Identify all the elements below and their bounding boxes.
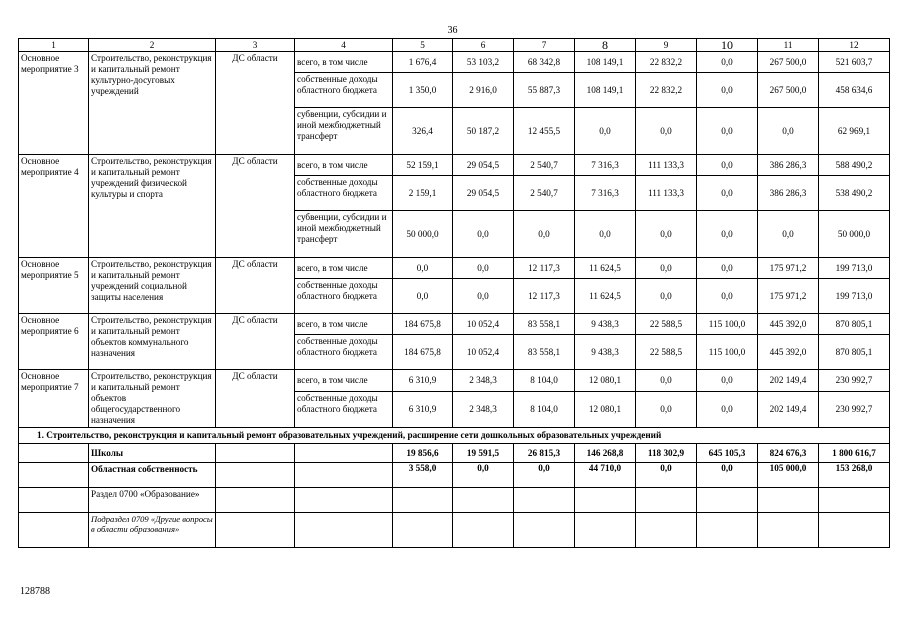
value-cell: 0,0 — [393, 258, 453, 279]
value-cell: 0,0 — [697, 73, 758, 108]
empty-cell — [636, 488, 697, 513]
value-cell: 824 676,3 — [758, 444, 819, 463]
event-description: Строительство, реконструкция и капитальный ремонт учреждений физической культуры и спорта — [89, 155, 216, 258]
empty-cell — [636, 513, 697, 548]
value-cell: 50 000,0 — [819, 211, 890, 258]
value-cell: 202 149,4 — [758, 391, 819, 427]
value-cell: 0,0 — [697, 463, 758, 488]
value-cell: 326,4 — [393, 108, 453, 155]
value-cell: 22 588,5 — [636, 335, 697, 370]
value-cell: 44 710,0 — [575, 463, 636, 488]
value-cell: 0,0 — [636, 258, 697, 279]
regional-row — [19, 463, 890, 488]
empty-cell — [19, 444, 89, 463]
value-cell: 9 438,3 — [575, 335, 636, 370]
value-cell: 199 713,0 — [819, 258, 890, 279]
empty-cell — [295, 463, 393, 488]
value-cell: 50 187,2 — [453, 108, 514, 155]
value-cell: 115 100,0 — [697, 335, 758, 370]
value-cell: 230 992,7 — [819, 391, 890, 427]
empty-cell — [514, 513, 575, 548]
value-cell: 538 490,2 — [819, 176, 890, 211]
value-cell: 12 117,3 — [514, 279, 575, 314]
event-name: Основное мероприятие 7 — [19, 370, 89, 428]
value-cell: 0,0 — [393, 279, 453, 314]
value-cell: 1 350,0 — [393, 73, 453, 108]
funding-source-label: собственные доходы областного бюджета — [295, 279, 393, 314]
value-cell: 0,0 — [697, 108, 758, 155]
table-row — [19, 155, 890, 176]
empty-cell — [514, 488, 575, 513]
value-cell: 0,0 — [758, 211, 819, 258]
empty-cell — [19, 488, 89, 513]
value-cell: 12 455,5 — [514, 108, 575, 155]
funding-source-label: всего, в том числе — [295, 370, 393, 392]
event-executor: ДС области — [216, 314, 295, 370]
value-cell: 267 500,0 — [758, 73, 819, 108]
empty-cell — [216, 444, 295, 463]
event-name: Основное мероприятие 3 — [19, 52, 89, 155]
funding-source-label: всего, в том числе — [295, 52, 393, 73]
podrazdel-row — [19, 513, 890, 548]
value-cell: 0,0 — [697, 211, 758, 258]
section-title: 1. Строительство, реконструкция и капитальный ремонт образовательных учреждений, расширение сети дошкольных образовательных учреждений — [19, 428, 890, 444]
value-cell: 118 302,9 — [636, 444, 697, 463]
column-header-3: 3 — [216, 39, 295, 52]
value-cell: 0,0 — [636, 108, 697, 155]
empty-cell — [697, 488, 758, 513]
value-cell: 10 052,4 — [453, 314, 514, 335]
value-cell: 184 675,8 — [393, 335, 453, 370]
value-cell: 29 054,5 — [453, 155, 514, 176]
event-executor: ДС области — [216, 155, 295, 258]
funding-source-label: собственные доходы областного бюджета — [295, 73, 393, 108]
column-header-2: 2 — [89, 39, 216, 52]
value-cell: 0,0 — [636, 391, 697, 427]
value-cell: 386 286,3 — [758, 155, 819, 176]
empty-cell — [19, 513, 89, 548]
value-cell: 386 286,3 — [758, 176, 819, 211]
event-name: Основное мероприятие 5 — [19, 258, 89, 314]
value-cell: 153 268,0 — [819, 463, 890, 488]
value-cell: 52 159,1 — [393, 155, 453, 176]
event-executor: ДС области — [216, 52, 295, 155]
empty-cell — [575, 513, 636, 548]
empty-cell — [19, 463, 89, 488]
value-cell: 0,0 — [636, 463, 697, 488]
empty-cell — [295, 488, 393, 513]
column-header-1: 1 — [19, 39, 89, 52]
razdel-label: Раздел 0700 «Образование» — [89, 488, 216, 513]
value-cell: 0,0 — [636, 279, 697, 314]
column-header-6: 6 — [453, 39, 514, 52]
event-description: Строительство, реконструкция и капитальный ремонт объектов общегосударственного назначения — [89, 370, 216, 428]
value-cell: 2 540,7 — [514, 176, 575, 211]
value-cell: 19 591,5 — [453, 444, 514, 463]
value-cell: 202 149,4 — [758, 370, 819, 392]
empty-cell — [758, 513, 819, 548]
value-cell: 588 490,2 — [819, 155, 890, 176]
value-cell: 199 713,0 — [819, 279, 890, 314]
value-cell: 9 438,3 — [575, 314, 636, 335]
value-cell: 870 805,1 — [819, 314, 890, 335]
header-row — [19, 39, 890, 52]
value-cell: 12 117,3 — [514, 258, 575, 279]
value-cell: 0,0 — [514, 211, 575, 258]
value-cell: 111 133,3 — [636, 155, 697, 176]
value-cell: 0,0 — [453, 279, 514, 314]
value-cell: 2 916,0 — [453, 73, 514, 108]
value-cell: 115 100,0 — [697, 314, 758, 335]
column-header-8: 8 — [575, 39, 636, 52]
value-cell: 445 392,0 — [758, 314, 819, 335]
event-name: Основное мероприятие 6 — [19, 314, 89, 370]
funding-source-label: собственные доходы областного бюджета — [295, 176, 393, 211]
value-cell: 0,0 — [575, 211, 636, 258]
value-cell: 521 603,7 — [819, 52, 890, 73]
value-cell: 175 971,2 — [758, 258, 819, 279]
value-cell: 8 104,0 — [514, 391, 575, 427]
empty-cell — [295, 513, 393, 548]
value-cell: 8 104,0 — [514, 370, 575, 392]
funding-source-label: собственные доходы областного бюджета — [295, 335, 393, 370]
empty-cell — [758, 488, 819, 513]
value-cell: 62 969,1 — [819, 108, 890, 155]
value-cell: 0,0 — [636, 211, 697, 258]
funding-source-label: всего, в том числе — [295, 314, 393, 335]
value-cell: 6 310,9 — [393, 370, 453, 392]
value-cell: 12 080,1 — [575, 370, 636, 392]
value-cell: 445 392,0 — [758, 335, 819, 370]
value-cell: 0,0 — [453, 463, 514, 488]
value-cell: 19 856,6 — [393, 444, 453, 463]
funding-source-label: собственные доходы областного бюджета — [295, 391, 393, 427]
empty-cell — [216, 488, 295, 513]
value-cell: 0,0 — [697, 52, 758, 73]
value-cell: 0,0 — [758, 108, 819, 155]
table-row — [19, 314, 890, 335]
value-cell: 83 558,1 — [514, 314, 575, 335]
column-header-9: 9 — [636, 39, 697, 52]
value-cell: 2 348,3 — [453, 370, 514, 392]
column-header-11: 11 — [758, 39, 819, 52]
value-cell: 111 133,3 — [636, 176, 697, 211]
value-cell: 0,0 — [514, 463, 575, 488]
value-cell: 29 054,5 — [453, 176, 514, 211]
schools-row-label: Школы — [89, 444, 216, 463]
event-description: Строительство, реконструкция и капитальный ремонт объектов коммунального назначения — [89, 314, 216, 370]
value-cell: 0,0 — [697, 279, 758, 314]
empty-cell — [453, 513, 514, 548]
value-cell: 645 105,3 — [697, 444, 758, 463]
value-cell: 3 558,0 — [393, 463, 453, 488]
budget-table — [18, 38, 890, 548]
podrazdel-label: Подраздел 0709 «Другие вопросы в области образования» — [89, 513, 216, 548]
value-cell: 0,0 — [697, 391, 758, 427]
value-cell: 0,0 — [453, 258, 514, 279]
value-cell: 870 805,1 — [819, 335, 890, 370]
funding-source-label: всего, в том числе — [295, 155, 393, 176]
value-cell: 1 800 616,7 — [819, 444, 890, 463]
value-cell: 10 052,4 — [453, 335, 514, 370]
regional-row-label: Областная собственность — [89, 463, 216, 488]
value-cell: 22 832,2 — [636, 52, 697, 73]
value-cell: 0,0 — [453, 211, 514, 258]
value-cell: 7 316,3 — [575, 155, 636, 176]
value-cell: 83 558,1 — [514, 335, 575, 370]
event-description: Строительство, реконструкция и капитальный ремонт учреждений социальной защиты населения — [89, 258, 216, 314]
empty-cell — [393, 513, 453, 548]
value-cell: 0,0 — [575, 108, 636, 155]
razdel-row — [19, 488, 890, 513]
value-cell: 50 000,0 — [393, 211, 453, 258]
column-header-7: 7 — [514, 39, 575, 52]
event-executor: ДС области — [216, 370, 295, 428]
empty-cell — [819, 513, 890, 548]
value-cell: 55 887,3 — [514, 73, 575, 108]
value-cell: 26 815,3 — [514, 444, 575, 463]
empty-cell — [575, 488, 636, 513]
column-header-4: 4 — [295, 39, 393, 52]
column-header-12: 12 — [819, 39, 890, 52]
value-cell: 2 348,3 — [453, 391, 514, 427]
event-name: Основное мероприятие 4 — [19, 155, 89, 258]
table-row — [19, 370, 890, 392]
empty-cell — [819, 488, 890, 513]
value-cell: 11 624,5 — [575, 279, 636, 314]
value-cell: 22 588,5 — [636, 314, 697, 335]
value-cell: 2 159,1 — [393, 176, 453, 211]
empty-cell — [216, 513, 295, 548]
value-cell: 267 500,0 — [758, 52, 819, 73]
value-cell: 108 149,1 — [575, 73, 636, 108]
value-cell: 230 992,7 — [819, 370, 890, 392]
value-cell: 0,0 — [697, 370, 758, 392]
value-cell: 11 624,5 — [575, 258, 636, 279]
empty-cell — [295, 444, 393, 463]
funding-source-label: субвенции, субсидии и иной межбюджетный трансферт — [295, 108, 393, 155]
value-cell: 1 676,4 — [393, 52, 453, 73]
value-cell: 105 000,0 — [758, 463, 819, 488]
value-cell: 146 268,8 — [575, 444, 636, 463]
value-cell: 6 310,9 — [393, 391, 453, 427]
value-cell: 0,0 — [697, 258, 758, 279]
value-cell: 108 149,1 — [575, 52, 636, 73]
value-cell: 0,0 — [697, 176, 758, 211]
value-cell: 12 080,1 — [575, 391, 636, 427]
value-cell: 53 103,2 — [453, 52, 514, 73]
event-executor: ДС области — [216, 258, 295, 314]
funding-source-label: субвенции, субсидии и иной межбюджетный трансферт — [295, 211, 393, 258]
document-code: 128788 — [20, 586, 50, 597]
event-description: Строительство, реконструкция и капитальный ремонт культурно-досуговых учреждений — [89, 52, 216, 155]
table-row — [19, 258, 890, 279]
schools-row — [19, 444, 890, 463]
value-cell: 22 832,2 — [636, 73, 697, 108]
empty-cell — [216, 463, 295, 488]
page-number: 36 — [447, 25, 458, 36]
value-cell: 184 675,8 — [393, 314, 453, 335]
column-header-10: 10 — [697, 39, 758, 52]
funding-source-label: всего, в том числе — [295, 258, 393, 279]
empty-cell — [393, 488, 453, 513]
empty-cell — [453, 488, 514, 513]
value-cell: 458 634,6 — [819, 73, 890, 108]
table-row — [19, 52, 890, 73]
section-row — [19, 428, 890, 444]
value-cell: 175 971,2 — [758, 279, 819, 314]
value-cell: 0,0 — [697, 155, 758, 176]
value-cell: 0,0 — [636, 370, 697, 392]
empty-cell — [697, 513, 758, 548]
value-cell: 2 540,7 — [514, 155, 575, 176]
value-cell: 68 342,8 — [514, 52, 575, 73]
column-header-5: 5 — [393, 39, 453, 52]
value-cell: 7 316,3 — [575, 176, 636, 211]
